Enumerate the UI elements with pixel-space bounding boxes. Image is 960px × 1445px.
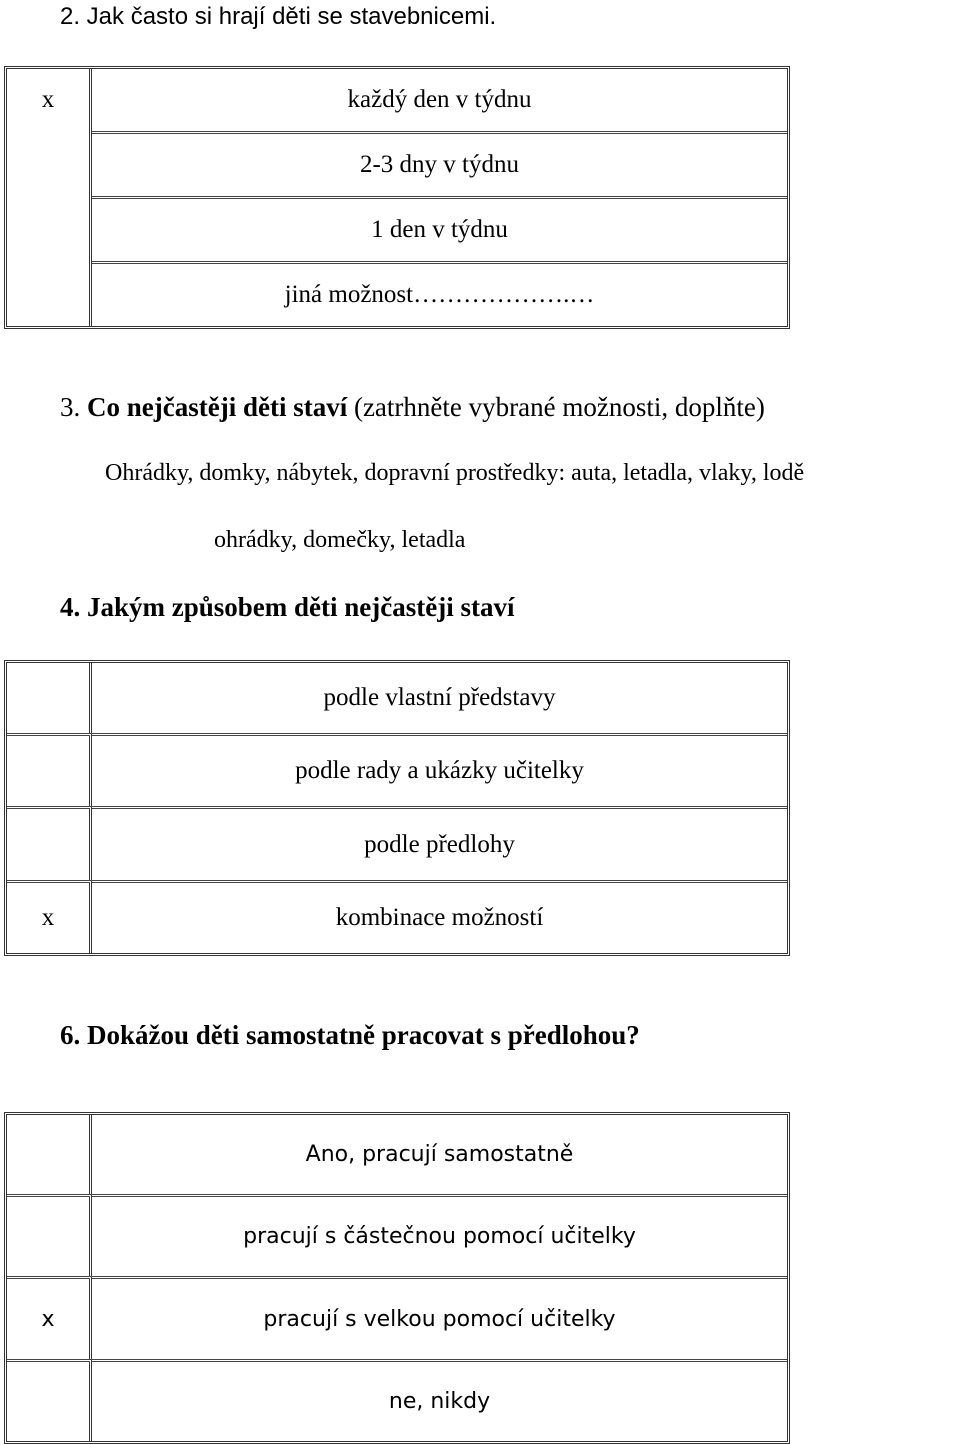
option-label: podle vlastní představy xyxy=(323,684,556,712)
option-mark[interactable]: x xyxy=(7,1276,92,1358)
table-row xyxy=(7,733,787,806)
option-label: podle rady a ukázky učitelky xyxy=(92,733,787,806)
question-4-options-table xyxy=(4,660,790,956)
option-mark[interactable] xyxy=(7,261,92,326)
option-mark[interactable] xyxy=(7,1359,92,1441)
option-label: kombinace možností xyxy=(92,880,787,953)
option-label: 2-3 dny v týdnu xyxy=(92,131,787,196)
question-6-title xyxy=(60,1020,640,1051)
option-mark[interactable] xyxy=(7,1115,92,1194)
option-label: ne, nikdy xyxy=(92,1359,787,1441)
option-mark[interactable] xyxy=(7,806,92,879)
table-row xyxy=(7,196,787,261)
table-row xyxy=(7,663,787,733)
table-row xyxy=(7,806,787,879)
question-6-bold-text: 6. Dokážou děti samostatně pracovat s předlohou? xyxy=(60,1020,640,1050)
option-label: pracují s částečnou pomocí učitelky xyxy=(92,1194,787,1276)
question-3-options-line: Ohrádky, domky, nábytek, dopravní prostředky: auta, letadla, vlaky, lodě xyxy=(105,460,805,486)
option-mark[interactable] xyxy=(7,663,92,733)
table-row xyxy=(7,1115,787,1194)
option-mark[interactable] xyxy=(7,131,92,196)
option-mark[interactable] xyxy=(7,733,92,806)
question-3-instruction: (zatrhněte vybrané možnosti, doplňte) xyxy=(347,392,765,422)
option-label: Ano, pracují samostatně xyxy=(305,1142,574,1168)
option-label: každý den v týdnu xyxy=(347,86,532,113)
table-row xyxy=(7,1194,787,1276)
table-row xyxy=(7,261,787,326)
table-row xyxy=(7,69,787,131)
option-label: 1 den v týdnu xyxy=(92,196,787,261)
question-4-bold-text: 4. Jakým způsobem děti nejčastěji staví xyxy=(60,592,515,622)
question-2-heading: 2. Jak často si hrají děti se stavebnicemi. xyxy=(60,3,497,30)
question-3-number: 3. xyxy=(60,392,81,422)
table-row xyxy=(7,1276,787,1358)
option-mark[interactable]: x xyxy=(7,69,92,131)
question-3-bold-text: Co nejčastěji děti staví xyxy=(87,392,348,422)
question-2-options-table xyxy=(4,66,790,329)
option-label: podle předlohy xyxy=(92,806,787,879)
table-row xyxy=(7,880,787,953)
question-4-title xyxy=(60,592,514,623)
question-3-answer-line: ohrádky, domečky, letadla xyxy=(214,527,466,553)
option-mark[interactable] xyxy=(7,196,92,261)
option-mark[interactable]: x xyxy=(7,880,92,953)
option-label: pracují s velkou pomocí učitelky xyxy=(92,1276,787,1358)
question-6-options-table xyxy=(4,1112,790,1444)
table-row xyxy=(7,131,787,196)
table-row xyxy=(7,1359,787,1441)
option-label: jiná možnost……………….… xyxy=(92,261,787,326)
option-mark[interactable] xyxy=(7,1194,92,1276)
question-3-title xyxy=(60,392,765,423)
